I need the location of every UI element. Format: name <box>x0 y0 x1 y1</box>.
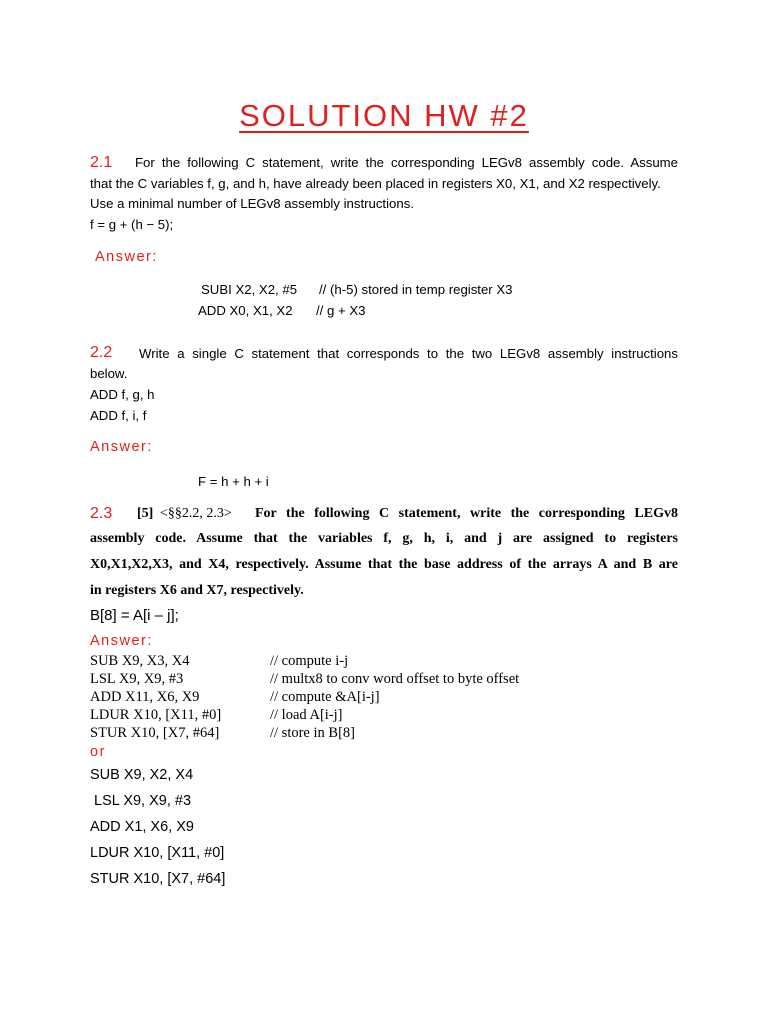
code-instruction: SUBI X2, X2, #5 <box>201 282 298 297</box>
question-number: 2.1 <box>90 154 113 171</box>
question-number: 2.2 <box>90 344 113 361</box>
points-tag: [5] <box>137 506 154 521</box>
question-text-line: Use a minimal number of LEGv8 assembly instructions. <box>90 196 414 211</box>
code-comment: // compute &A[i-j] <box>270 689 380 705</box>
code-instruction: SUB X9, X3, X4 <box>90 653 190 669</box>
code-instruction: STUR X10, [X7, #64] <box>90 725 220 741</box>
or-label: or <box>90 744 106 760</box>
assembly-line: ADD f, i, f <box>90 408 147 423</box>
question-number: 2.3 <box>90 505 113 522</box>
page-title: SOLUTION HW #2 <box>239 98 529 133</box>
code-comment: // store in B[8] <box>270 725 355 741</box>
section-ref: <§§2.2, 2.3> <box>160 506 232 521</box>
answer-text: F = h + h + i <box>198 474 269 489</box>
answer-label: Answer: <box>90 439 153 455</box>
code-instruction: ADD X0, X1, X2 <box>198 303 293 318</box>
code-instruction: LDUR X10, [X11, #0] <box>90 707 222 723</box>
c-statement: B[8] = A[i – j]; <box>90 607 179 624</box>
question-text-line: Write a single C statement that corresponds to the two LEGv8 assembly instructions <box>139 346 678 361</box>
question-text-line: X0,X1,X2,X3, and X4, respectively. Assume that the base address of the arrays A and B are <box>90 557 678 572</box>
question-text-line: below. <box>90 366 128 381</box>
code-instruction: ADD X11, X6, X9 <box>90 689 200 705</box>
question-text-line: For the following C statement, write the corresponding LEGv8 assembly code. Assume <box>135 155 678 170</box>
alt-code-instruction: STUR X10, [X7, #64] <box>90 871 226 887</box>
code-comment: // multx8 to conv word offset to byte offset <box>270 671 520 687</box>
alt-code-instruction: LSL X9, X9, #3 <box>90 793 192 809</box>
question-text-line: in registers X6 and X7, respectively. <box>90 583 304 598</box>
assembly-line: ADD f, g, h <box>90 387 155 402</box>
alt-code-instruction: ADD X1, X6, X9 <box>90 819 194 835</box>
answer-label: Answer: <box>90 633 153 649</box>
code-comment: // (h-5) stored in temp register X3 <box>319 282 513 297</box>
alt-code-instruction: SUB X9, X2, X4 <box>90 767 194 783</box>
code-comment: // g + X3 <box>316 303 366 318</box>
question-text-line: For the following C statement, write the corresponding LEGv8 <box>255 506 678 521</box>
question-text-line: assembly code. Assume that the variables f, g, h, i, and j are assigned to registers <box>90 531 678 546</box>
alt-code-instruction: LDUR X10, [X11, #0] <box>90 845 225 861</box>
code-comment: // load A[i-j] <box>270 707 343 723</box>
code-comment: // compute i-j <box>270 653 349 669</box>
question-text-line: that the C variables f, g, and h, have already been placed in registers X0, X1, and X2 respectively. <box>90 176 661 191</box>
code-instruction: LSL X9, X9, #3 <box>90 671 184 687</box>
answer-label: Answer: <box>95 249 158 265</box>
c-statement: f = g + (h − 5); <box>90 217 174 232</box>
